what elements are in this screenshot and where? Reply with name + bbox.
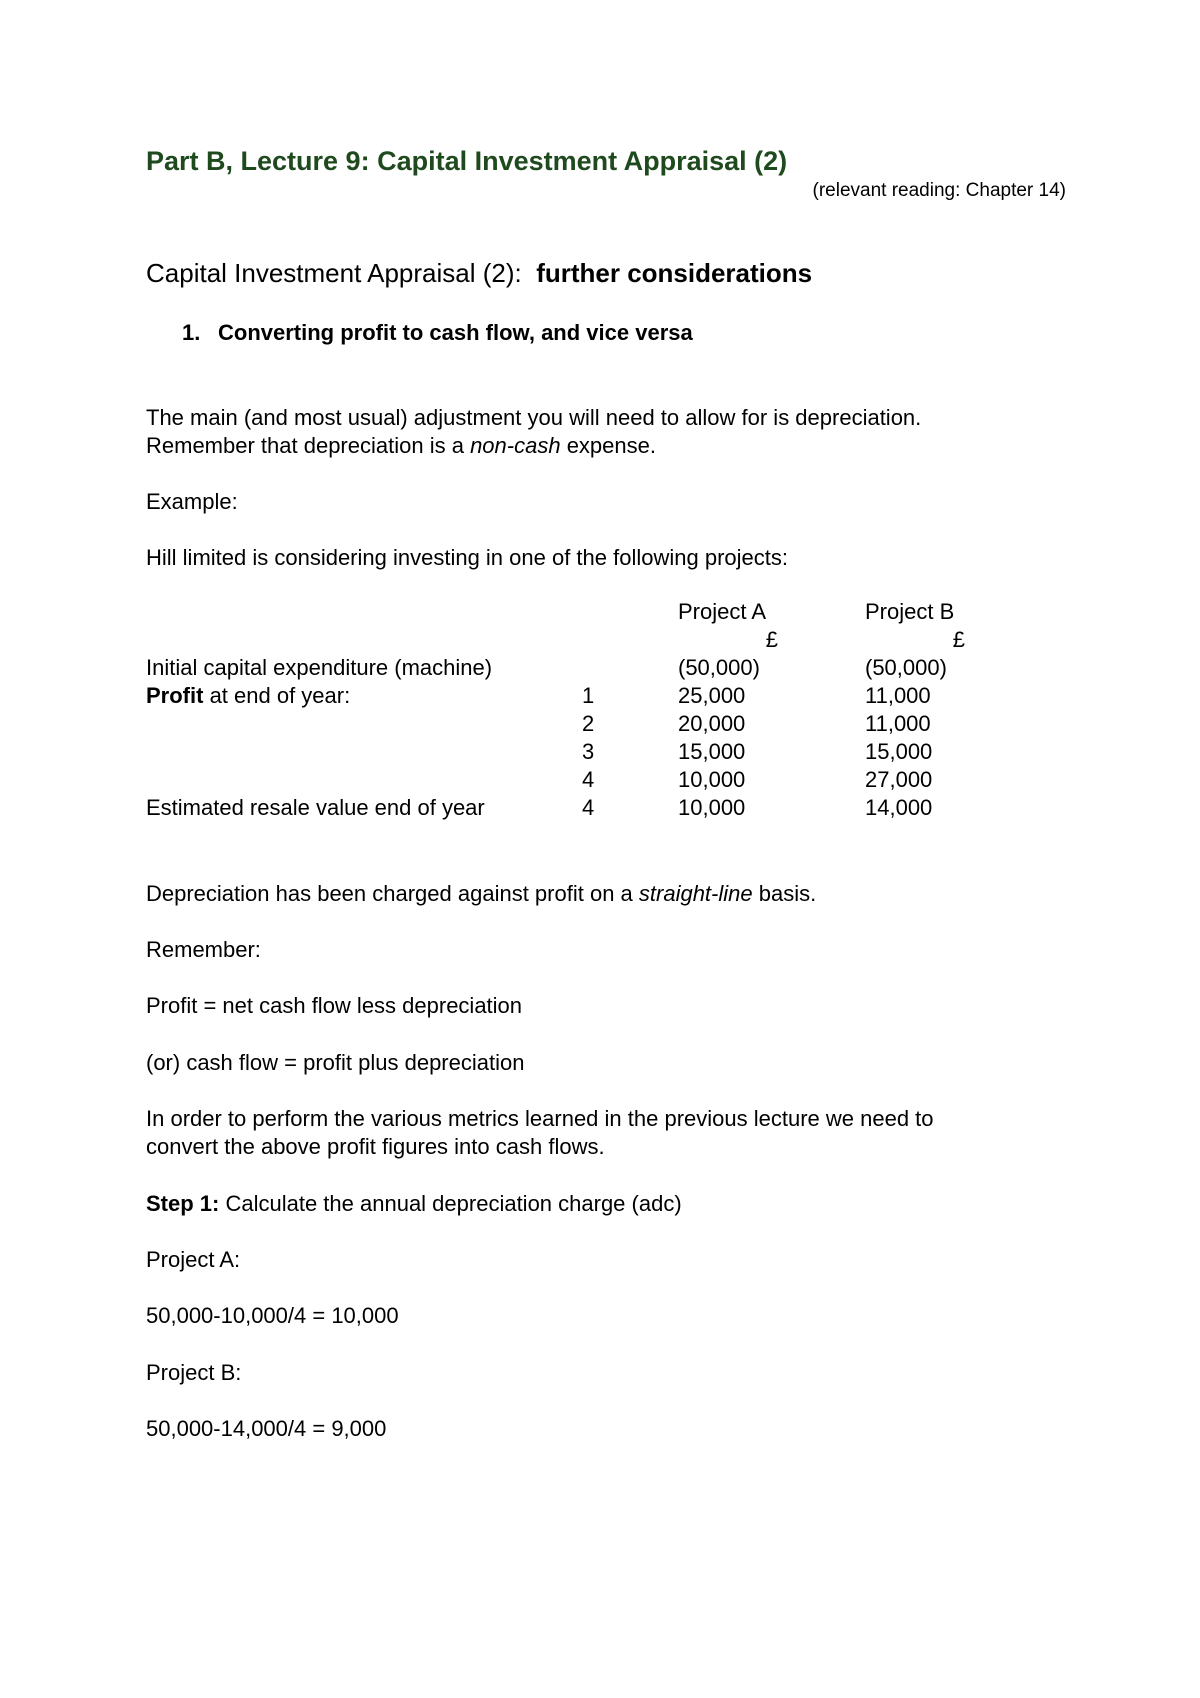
table-currency-row bbox=[146, 626, 985, 654]
header-project-b: Project B bbox=[865, 599, 955, 624]
value-b: 11,000 bbox=[865, 711, 931, 736]
paragraph-1-line-1: The main (and most usual) adjustment you will need to allow for is depreciation. bbox=[146, 405, 922, 430]
resale-b: 14,000 bbox=[865, 795, 933, 820]
depreciation-note bbox=[146, 881, 816, 907]
table-header-row bbox=[146, 598, 985, 626]
year-cell: 2 bbox=[582, 711, 595, 736]
numbered-item-1 bbox=[182, 320, 693, 346]
profit-label bbox=[146, 682, 582, 710]
value-a: 25,000 bbox=[678, 683, 746, 708]
resale-a: 10,000 bbox=[678, 795, 746, 820]
value-b: 27,000 bbox=[865, 767, 933, 792]
table-row bbox=[146, 766, 985, 794]
example-label: Example: bbox=[146, 489, 238, 514]
lecture-title: Part B, Lecture 9: Capital Investment Appraisal (2) bbox=[146, 146, 788, 176]
year-cell: 1 bbox=[582, 683, 595, 708]
projects-table bbox=[146, 598, 985, 822]
project-a-label: Project A: bbox=[146, 1247, 241, 1272]
section-heading-plain: Capital Investment Appraisal (2): bbox=[146, 258, 522, 288]
paragraph-1-line-2 bbox=[146, 433, 656, 459]
section-heading bbox=[146, 258, 812, 289]
text-segment: Remember that depreciation is a bbox=[146, 433, 471, 458]
italic-text: non-cash bbox=[470, 433, 561, 458]
year-cell: 4 bbox=[582, 767, 595, 792]
table-row bbox=[146, 710, 985, 738]
project-b-calculation: 50,000-14,000/4 = 9,000 bbox=[146, 1416, 387, 1441]
initial-a: (50,000) bbox=[678, 655, 760, 680]
paragraph-2-line-2: convert the above profit figures into cash flows. bbox=[146, 1134, 605, 1159]
intro-paragraph: Hill limited is considering investing in one of the following projects: bbox=[146, 545, 788, 570]
step-1-text: Calculate the annual depreciation charge (adc) bbox=[219, 1191, 682, 1216]
project-b-label: Project B: bbox=[146, 1360, 242, 1385]
project-a-calculation: 50,000-10,000/4 = 10,000 bbox=[146, 1303, 399, 1328]
value-a: 10,000 bbox=[678, 767, 746, 792]
italic-text: straight-line bbox=[638, 881, 753, 906]
value-b: 15,000 bbox=[865, 739, 933, 764]
relevant-reading: (relevant reading: Chapter 14) bbox=[812, 180, 1066, 201]
year-cell: 4 bbox=[582, 795, 595, 820]
table-row bbox=[146, 794, 985, 822]
currency-a: £ bbox=[765, 627, 778, 652]
initial-b: (50,000) bbox=[865, 655, 947, 680]
step-1 bbox=[146, 1191, 682, 1217]
item-number: 1. bbox=[182, 320, 201, 345]
formula-profit: Profit = net cash flow less depreciation bbox=[146, 993, 523, 1018]
value-b: 11,000 bbox=[865, 683, 931, 708]
currency-b: £ bbox=[952, 627, 965, 652]
formula-cash-flow: (or) cash flow = profit plus depreciation bbox=[146, 1050, 525, 1075]
section-heading-bold: further considerations bbox=[536, 258, 813, 288]
resale-label: Estimated resale value end of year bbox=[146, 795, 485, 820]
header-project-a: Project A bbox=[678, 599, 767, 624]
item-text: Converting profit to cash flow, and vice versa bbox=[218, 320, 693, 345]
profit-bold: Profit bbox=[146, 683, 204, 708]
table-row bbox=[146, 654, 985, 682]
profit-rest: at end of year: bbox=[203, 683, 351, 708]
value-a: 20,000 bbox=[678, 711, 746, 736]
text-segment: Depreciation has been charged against profit on a bbox=[146, 881, 639, 906]
remember-label: Remember: bbox=[146, 937, 261, 962]
initial-label: Initial capital expenditure (machine) bbox=[146, 655, 493, 680]
table-row bbox=[146, 738, 985, 766]
value-a: 15,000 bbox=[678, 739, 746, 764]
step-1-label: Step 1: bbox=[146, 1191, 220, 1216]
paragraph-2-line-1: In order to perform the various metrics learned in the previous lecture we need to bbox=[146, 1106, 934, 1131]
year-cell: 3 bbox=[582, 739, 595, 764]
text-segment: expense. bbox=[560, 433, 656, 458]
text-segment: basis. bbox=[752, 881, 817, 906]
table-row bbox=[146, 682, 985, 710]
